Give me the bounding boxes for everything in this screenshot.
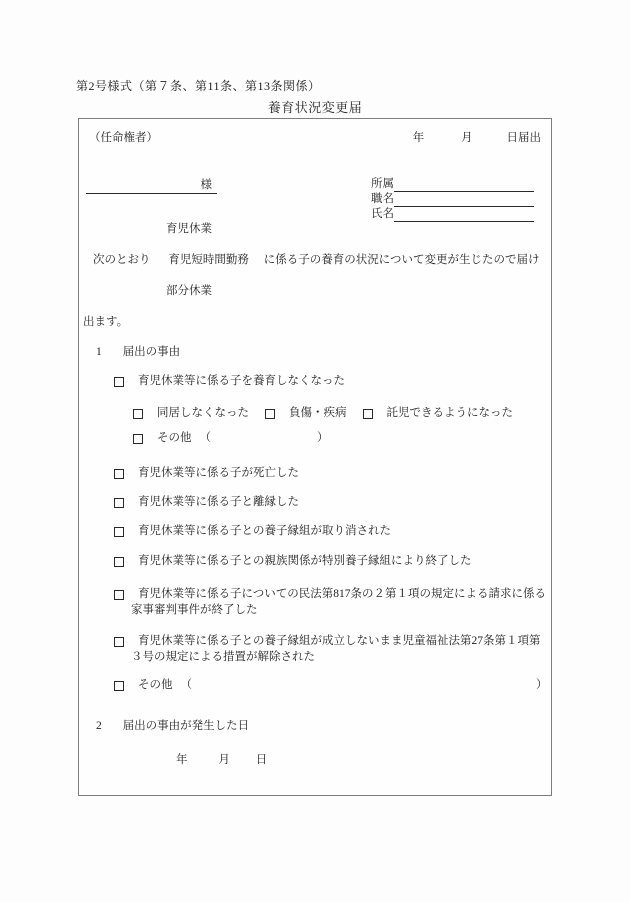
name-input-line[interactable] — [394, 209, 534, 222]
day-submitted-label: 日届出 — [506, 132, 541, 144]
sub-option-injury-illness — [265, 406, 347, 421]
page-title: 養育状況変更届 — [267, 100, 363, 115]
statement-prefix: 次のとおり — [93, 254, 151, 266]
month-label: 月 — [461, 132, 473, 144]
checkbox-welfare-measure[interactable] — [114, 637, 124, 647]
reason-row-other — [114, 678, 548, 693]
checkbox-no-longer-care[interactable] — [114, 377, 124, 387]
name-label: 氏名 — [371, 208, 394, 220]
checkbox-childcare-available[interactable] — [363, 409, 373, 419]
addressee-blank-line[interactable] — [86, 178, 217, 194]
section1-title: 届出の事由 — [122, 346, 181, 358]
sub-option-label: 同居しなくなった — [157, 407, 249, 419]
reason-label: 育児休業等に係る子と離縁した — [138, 496, 299, 508]
reason-other-label: その他 （ ） — [138, 679, 548, 691]
form-box — [78, 118, 552, 796]
reason-row-adoption-revoked — [114, 524, 391, 539]
day-label: 日 — [255, 754, 268, 766]
position-input-line[interactable] — [394, 194, 534, 207]
statement-tail: 出ます。 — [83, 316, 129, 328]
option-childcare-leave: 育児休業 — [166, 223, 212, 235]
department-field-row — [371, 177, 534, 192]
reason-row-court-case — [114, 587, 546, 602]
position-field-row — [371, 192, 534, 207]
paren-close: ） — [317, 432, 329, 444]
reason-court-case-line2: 家事審判事件が終了した — [131, 604, 258, 616]
section2-number: 2 — [96, 720, 102, 732]
position-label: 職名 — [371, 193, 394, 205]
addressee-honorific-label: 様 — [200, 179, 212, 191]
reason-sub-options-row — [133, 406, 513, 421]
submitter-fields — [371, 177, 534, 222]
checkbox-sub-other[interactable] — [133, 434, 143, 444]
checkbox-injury-illness[interactable] — [265, 409, 275, 419]
year-label: 年 — [412, 132, 425, 144]
option-short-hours: 育児短時間勤務 — [168, 254, 249, 266]
appointer-label: （任命権者） — [89, 132, 158, 144]
sub-other-label: その他 （ ） — [157, 432, 329, 444]
reason-label: 育児休業等に係る子を養育しなくなった — [138, 375, 345, 387]
form-number: 第2号様式（第７条、第11条、第13条関係） — [76, 79, 321, 93]
reason-label: 育児休業等に係る子が死亡した — [138, 467, 299, 479]
checkbox-special-adoption[interactable] — [114, 557, 124, 567]
year-label: 年 — [176, 754, 188, 766]
checkbox-other[interactable] — [114, 681, 124, 691]
section1-heading — [96, 345, 180, 360]
paren-close: ） — [536, 679, 548, 691]
statement-line — [93, 253, 540, 268]
occurrence-date-row — [176, 753, 267, 768]
reason-label: 育児休業等に係る子についての民法第817条の２第１項の規定による請求に係る — [138, 588, 547, 600]
name-field-row — [371, 207, 534, 222]
section1-number: 1 — [96, 346, 102, 358]
checkbox-court-case[interactable] — [114, 590, 124, 600]
sub-option-label: 託児できるようになった — [386, 407, 513, 419]
reason-sub-other-row — [133, 431, 329, 446]
reason-row-no-longer-care — [114, 374, 345, 389]
reason-row-special-adoption — [114, 554, 472, 569]
reason-label: 育児休業等に係る子との養子縁組が成立しないまま児童福祉法第27条第１項第 — [138, 635, 541, 647]
reason-row-child-died — [114, 466, 299, 481]
paren-open: （ — [180, 679, 192, 691]
reason-row-welfare-measure — [114, 634, 541, 649]
option-partial-leave: 部分休業 — [166, 285, 212, 297]
paren-open: （ — [199, 432, 211, 444]
section2-heading — [96, 719, 249, 734]
month-label: 月 — [218, 754, 230, 766]
checkbox-not-living-together[interactable] — [133, 409, 143, 419]
checkbox-child-died[interactable] — [114, 469, 124, 479]
sub-option-childcare-available — [363, 406, 514, 421]
statement-body: に係る子の養育の状況について変更が生じたので届け — [263, 254, 540, 266]
sub-option-label: 負傷・疾病 — [289, 407, 347, 419]
checkbox-dissolution[interactable] — [114, 498, 124, 508]
reason-label: 育児休業等に係る子との養子縁組が取り消された — [138, 525, 391, 537]
department-input-line[interactable] — [394, 179, 534, 192]
reason-row-dissolution — [114, 495, 299, 510]
checkbox-adoption-revoked[interactable] — [114, 527, 124, 537]
reason-welfare-line2: ３号の規定による措置が解除された — [131, 651, 315, 663]
sub-option-not-living-together — [133, 406, 249, 421]
reason-label: 育児休業等に係る子との親族関係が特別養子縁組により終了した — [138, 555, 472, 567]
department-label: 所属 — [371, 178, 394, 190]
submission-date-row — [413, 131, 541, 146]
section2-title: 届出の事由が発生した日 — [122, 720, 250, 732]
